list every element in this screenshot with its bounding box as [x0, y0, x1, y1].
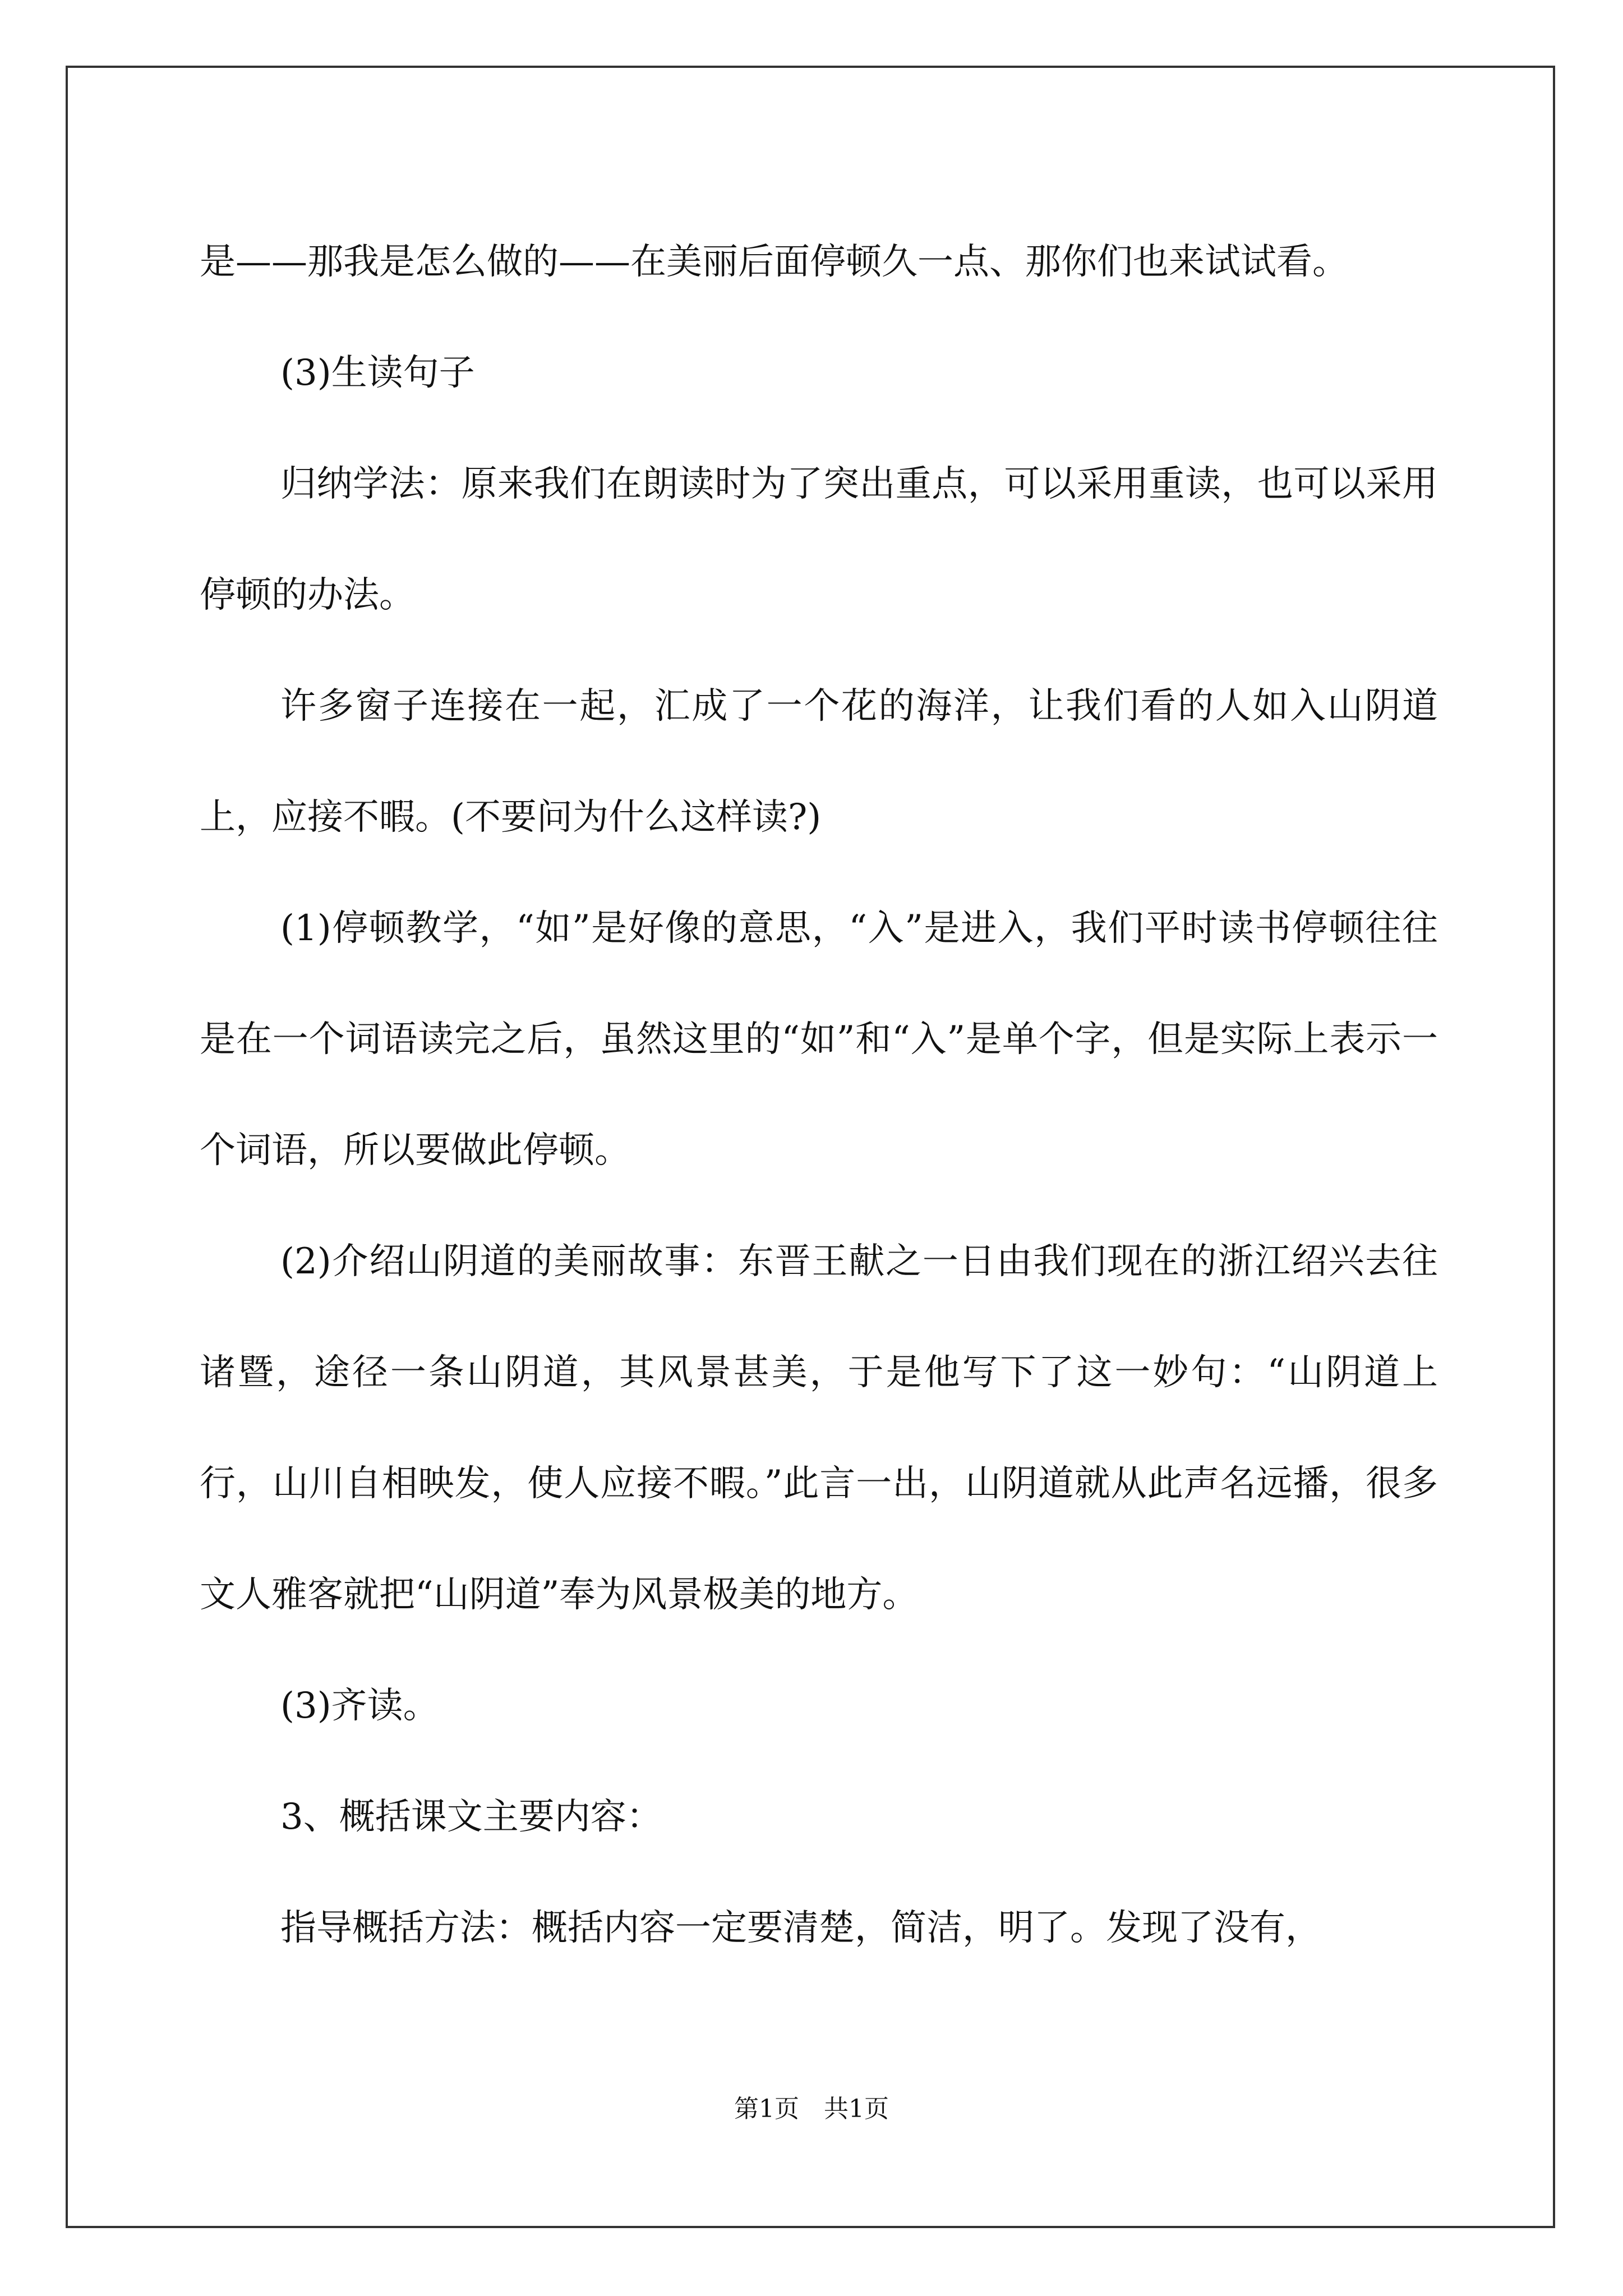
paragraph-9: 指导概括方法：概括内容一定要清楚，简洁，明了。发现了没有， [280, 1907, 1321, 1949]
paragraph-6: (2)介绍山阴道的美丽故事：东晋王献之一日由我们现在的浙江绍兴去往诸暨，途径一条山阴道，其风景甚美，于是他写下了这一妙句：“山阴道上行，山川自相映发，使人应接不暇。”此言一出，山阴道就从此声名远播，很多文人雅客就把“山阴道”奉为风景极美的地方。 [200, 1241, 1438, 1616]
paragraph-1: 是——那我是怎么做的——在美丽后面停顿久一点、那你们也来试试看。 [200, 241, 1348, 283]
paragraph-4: 许多窗子连接在一起，汇成了一个花的海洋，让我们看的人如入山阴道上，应接不暇。(不要问为什么这样读?) [200, 685, 1438, 838]
paragraph-5: (1)停顿教学，“如”是好像的意思，“入”是进入，我们平时读书停顿往往是在一个词语读完之后，虽然这里的“如”和“入”是单个字，但是实际上表示一个词语，所以要做此停顿。 [200, 908, 1438, 1171]
paragraph-8: 3、概括课文主要内容： [280, 1796, 662, 1838]
paragraph-2: (3)生读句子 [280, 352, 475, 394]
page-footer: 第1页 共1页 [734, 2095, 889, 2123]
document-body [200, 206, 1438, 1984]
paragraph-7: (3)齐读。 [280, 1685, 439, 1727]
paragraph-3: 归纳学法：原来我们在朗读时为了突出重点，可以采用重读，也可以采用停顿的办法。 [200, 463, 1438, 616]
